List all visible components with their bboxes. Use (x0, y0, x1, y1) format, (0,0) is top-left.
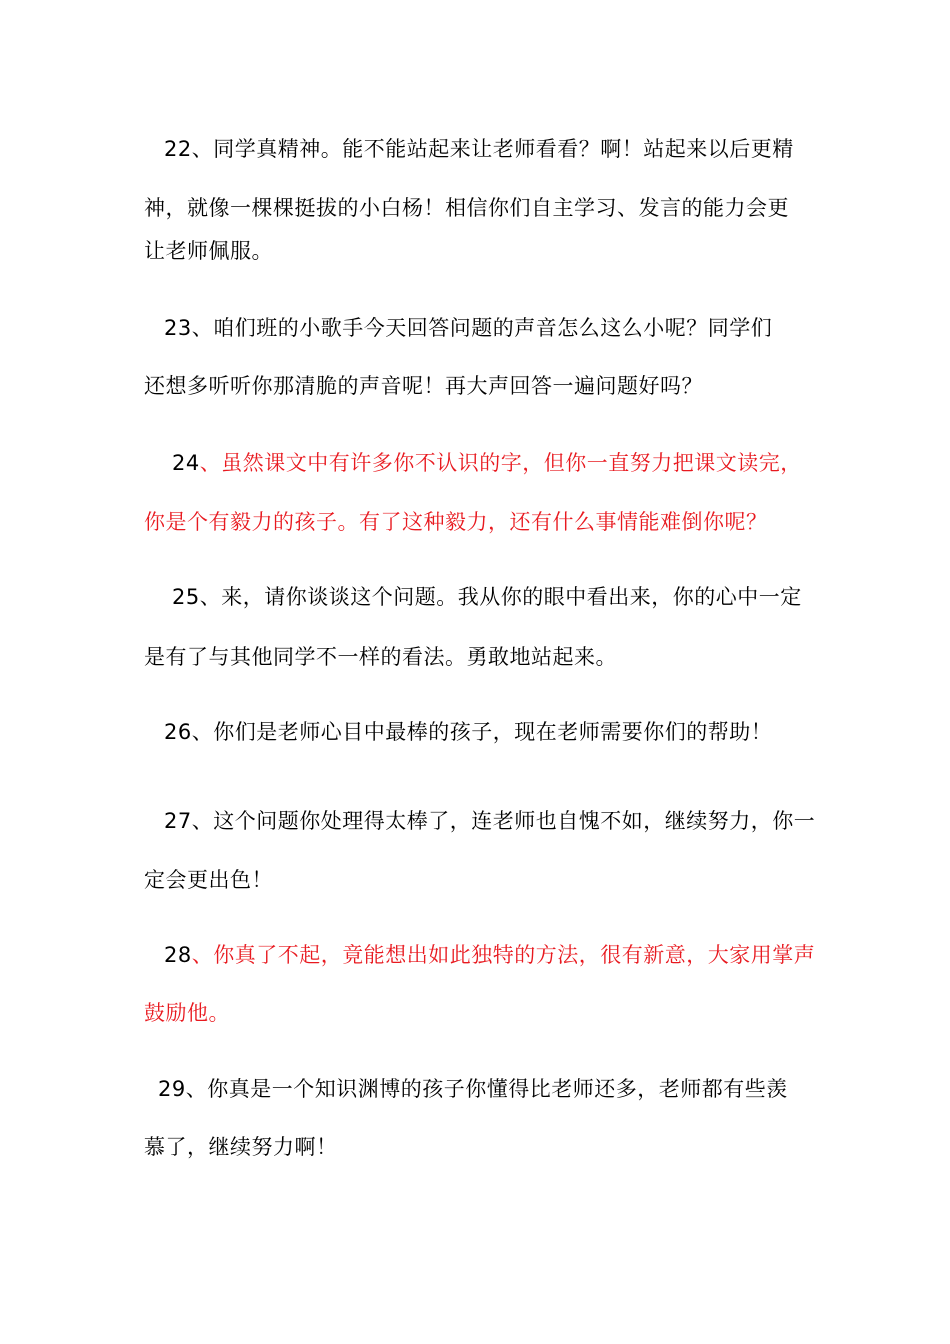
item-number: 25 (172, 585, 200, 609)
item-number: 28 (164, 943, 192, 967)
item-text: 、你们是老师心目中最棒的孩子，现在老师需要你们的帮助！ (191, 720, 773, 744)
item-24-line-1 (172, 451, 802, 475)
item-22-line-2: 神，就像一棵棵挺拔的小白杨！相信你们自主学习、发言的能力会更 (144, 196, 789, 220)
item-25-line-2: 是有了与其他同学不一样的看法。勇敢地站起来。 (144, 645, 617, 669)
item-number: 29 (158, 1077, 186, 1101)
item-text: 、这个问题你处理得太棒了，连老师也自愧不如，继续努力，你一 (191, 809, 816, 833)
item-text: 、虽然课文中有许多你不认识的字，但你一直努力把课文读完， (199, 451, 802, 475)
item-text: 、同学真精神。能不能站起来让老师看看？啊！站起来以后更精 (191, 137, 794, 161)
item-22-line-1 (164, 137, 794, 161)
item-text: 、你真是一个知识渊博的孩子你懂得比老师还多，老师都有些羡 (185, 1077, 788, 1101)
item-22-line-3: 让老师佩服。 (144, 239, 273, 263)
item-26-line-1 (164, 720, 772, 744)
item-23-line-1 (164, 316, 772, 340)
item-24-line-2: 你是个有毅力的孩子。有了这种毅力，还有什么事情能难倒你呢？ (144, 510, 768, 534)
item-27-line-2: 定会更出色！ (144, 868, 273, 892)
item-text: 、咱们班的小歌手今天回答问题的声音怎么这么小呢？同学们 (191, 316, 773, 340)
item-28-line-2: 鼓励他。 (144, 1001, 230, 1025)
item-27-line-1 (164, 809, 815, 833)
item-28-line-1 (164, 943, 815, 967)
item-number: 22 (164, 137, 192, 161)
item-number: 27 (164, 809, 192, 833)
item-text: 、你真了不起，竟能想出如此独特的方法，很有新意，大家用掌声 (191, 943, 816, 967)
item-text: 、来，请你谈谈这个问题。我从你的眼中看出来，你的心中一定 (199, 585, 802, 609)
item-number: 26 (164, 720, 192, 744)
item-29-line-2: 慕了，继续努力啊！ (144, 1135, 338, 1159)
item-23-line-2: 还想多听听你那清脆的声音呢！再大声回答一遍问题好吗？ (144, 374, 703, 398)
item-number: 23 (164, 316, 192, 340)
item-25-line-1 (172, 585, 802, 609)
item-29-line-1 (158, 1077, 788, 1101)
item-number: 24 (172, 451, 200, 475)
